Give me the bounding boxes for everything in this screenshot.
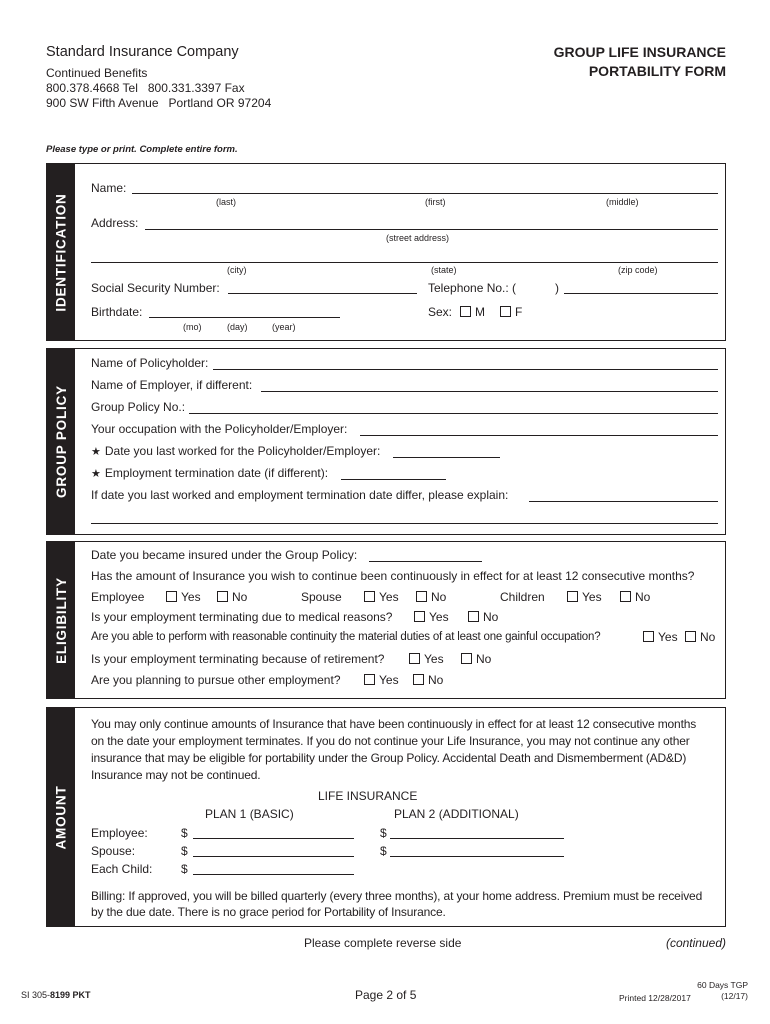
spouse-label: Spouse	[301, 590, 342, 604]
occupation-label: Your occupation with the Policyholder/Employer:	[91, 422, 348, 436]
company-address: 900 SW Fifth Avenue Portland OR 97204	[46, 96, 272, 110]
spouse-amount-label: Spouse:	[91, 844, 136, 858]
billing-note: Billing: If approved, you will be billed quarterly (every three months), at your home address. Premium must be received by the due date. There is no grace period for Portability of Insurance.	[91, 889, 703, 919]
last-worked-label: ★ Date you last worked for the Policyholder/Employer:	[91, 444, 381, 458]
checkbox[interactable]	[364, 591, 375, 602]
checkbox[interactable]	[217, 591, 228, 602]
medical-yes[interactable]: Yes	[414, 610, 449, 624]
checkbox[interactable]	[166, 591, 177, 602]
amount-paragraph: You may only continue amounts of Insurance that have been continuously in effect for at least 12 consecutive months on the date your employment terminates. If you do not continue your Life Insurance, you may not continue any other insurance that may be eligible for portability under the Group Policy. Accidental Death and Dismemberment (AD&D) Insurance may not be continued.	[91, 717, 697, 782]
checkbox[interactable]	[620, 591, 631, 602]
revision-date: (12/17)	[721, 991, 748, 1001]
explain-field[interactable]	[529, 501, 718, 502]
child-plan1-field[interactable]	[193, 874, 354, 875]
occupation-field[interactable]	[360, 435, 718, 436]
street-field[interactable]	[145, 229, 718, 230]
employer-label: Name of Employer, if different:	[91, 378, 253, 392]
employee-plan1-field[interactable]	[193, 838, 354, 839]
day-caption: (day)	[227, 322, 248, 332]
continuous-question: Has the amount of Insurance you wish to continue been continuously in effect for at least 12 consecutive months?	[91, 569, 695, 583]
plan1-heading: PLAN 1 (BASIC)	[205, 807, 294, 821]
sex-label: Sex:	[428, 305, 453, 319]
children-no[interactable]: No	[620, 590, 650, 604]
checkbox[interactable]	[409, 653, 420, 664]
employee-label: Employee	[91, 590, 145, 604]
zip-caption: (zip code)	[618, 265, 658, 275]
checkbox[interactable]	[500, 306, 511, 317]
employee-yes[interactable]: Yes	[166, 590, 201, 604]
medical-no[interactable]: No	[468, 610, 498, 624]
checkbox[interactable]	[413, 674, 424, 685]
year-caption: (year)	[272, 322, 296, 332]
amount-tab: AMOUNT	[47, 708, 75, 926]
other-employment-yes[interactable]: Yes	[364, 673, 399, 687]
days-code: 60 Days TGP	[697, 980, 748, 990]
able-yes[interactable]: Yes	[643, 630, 678, 644]
retirement-yes[interactable]: Yes	[409, 652, 444, 666]
phone-close: )	[555, 281, 559, 295]
spouse-no[interactable]: No	[416, 590, 446, 604]
group-policy-section	[46, 348, 726, 535]
city-state-zip-field[interactable]	[91, 262, 718, 263]
phone-field[interactable]	[564, 293, 718, 294]
checkbox[interactable]	[567, 591, 578, 602]
instructions: Please type or print. Complete entire form.	[46, 144, 238, 155]
dollar-sign: $	[181, 844, 188, 858]
street-caption: (street address)	[386, 233, 450, 243]
medical-question: Is your employment terminating due to medical reasons?	[91, 610, 393, 624]
policy-no-field[interactable]	[189, 413, 718, 414]
last-worked-field[interactable]	[393, 457, 500, 458]
page-number: Page 2 of 5	[355, 988, 417, 1002]
employee-amount-label: Employee:	[91, 826, 148, 840]
termination-field[interactable]	[341, 479, 446, 480]
dollar-sign: $	[181, 862, 188, 876]
checkbox[interactable]	[364, 674, 375, 685]
state-caption: (state)	[431, 265, 457, 275]
last-caption: (last)	[216, 197, 236, 207]
other-employment-question: Are you planning to pursue other employment?	[91, 673, 341, 687]
spouse-plan1-field[interactable]	[193, 856, 354, 857]
group-policy-tab: GROUP POLICY	[47, 349, 75, 534]
form-number: SI 305-8199 PKT	[21, 990, 91, 1000]
star-icon: ★	[91, 468, 101, 480]
checkbox[interactable]	[468, 611, 479, 622]
continued-note: (continued)	[665, 936, 726, 950]
employer-field[interactable]	[261, 391, 718, 392]
first-caption: (first)	[425, 197, 446, 207]
children-label: Children	[500, 590, 545, 604]
employee-plan2-field[interactable]	[390, 838, 564, 839]
mo-caption: (mo)	[183, 322, 202, 332]
employee-no[interactable]: No	[217, 590, 247, 604]
children-yes[interactable]: Yes	[567, 590, 602, 604]
checkbox[interactable]	[685, 631, 696, 642]
dollar-sign: $	[181, 826, 188, 840]
child-amount-label: Each Child:	[91, 862, 153, 876]
city-caption: (city)	[227, 265, 247, 275]
middle-caption: (middle)	[606, 197, 639, 207]
dollar-sign: $	[380, 844, 387, 858]
insured-date-label: Date you became insured under the Group Policy:	[91, 548, 358, 562]
retirement-question: Is your employment terminating because of retirement?	[91, 652, 385, 666]
retirement-no[interactable]: No	[461, 652, 491, 666]
explain-field-line2[interactable]	[91, 523, 718, 524]
reverse-side-note: Please complete reverse side	[304, 936, 462, 950]
printed-date: Printed 12/28/2017	[619, 993, 691, 1003]
sex-m-option[interactable]: M	[460, 305, 485, 319]
able-question: Are you able to perform with reasonable continuity the material duties of at least one gainful occupation?	[91, 631, 601, 643]
other-employment-no[interactable]: No	[413, 673, 443, 687]
explain-label: If date you last worked and employment termination date differ, please explain:	[91, 488, 509, 502]
checkbox[interactable]	[461, 653, 472, 664]
plan2-heading: PLAN 2 (ADDITIONAL)	[394, 807, 519, 821]
checkbox[interactable]	[416, 591, 427, 602]
identification-section	[46, 163, 726, 341]
spouse-plan2-field[interactable]	[390, 856, 564, 857]
able-no[interactable]: No	[685, 630, 715, 644]
checkbox[interactable]	[460, 306, 471, 317]
name-label: Name:	[91, 181, 127, 195]
life-insurance-heading: LIFE INSURANCE	[318, 789, 418, 803]
form-title-line2: PORTABILITY FORM	[588, 63, 726, 79]
form-title-line1: GROUP LIFE INSURANCE	[553, 44, 726, 60]
company-name: Standard Insurance Company	[46, 44, 239, 60]
checkbox[interactable]	[414, 611, 425, 622]
sex-f-option[interactable]: F	[500, 305, 522, 319]
ssn-label: Social Security Number:	[91, 281, 220, 295]
dollar-sign: $	[380, 826, 387, 840]
eligibility-tab: ELIGIBILITY	[47, 542, 75, 698]
birthdate-field[interactable]	[149, 317, 340, 318]
name-field[interactable]	[132, 193, 718, 194]
phone-fax: 800.378.4668 Tel 800.331.3397 Fax	[46, 81, 245, 95]
birthdate-label: Birthdate:	[91, 305, 143, 319]
policyholder-label: Name of Policyholder:	[91, 356, 209, 370]
department: Continued Benefits	[46, 66, 148, 80]
phone-label: Telephone No.: (	[428, 281, 517, 295]
policy-no-label: Group Policy No.:	[91, 400, 186, 414]
star-icon: ★	[91, 446, 101, 458]
termination-label: ★ Employment termination date (if different):	[91, 466, 329, 480]
policyholder-field[interactable]	[213, 369, 718, 370]
spouse-yes[interactable]: Yes	[364, 590, 399, 604]
checkbox[interactable]	[643, 631, 654, 642]
insured-date-field[interactable]	[369, 561, 482, 562]
ssn-field[interactable]	[228, 293, 417, 294]
identification-tab: IDENTIFICATION	[47, 164, 75, 340]
address-label: Address:	[91, 216, 139, 230]
